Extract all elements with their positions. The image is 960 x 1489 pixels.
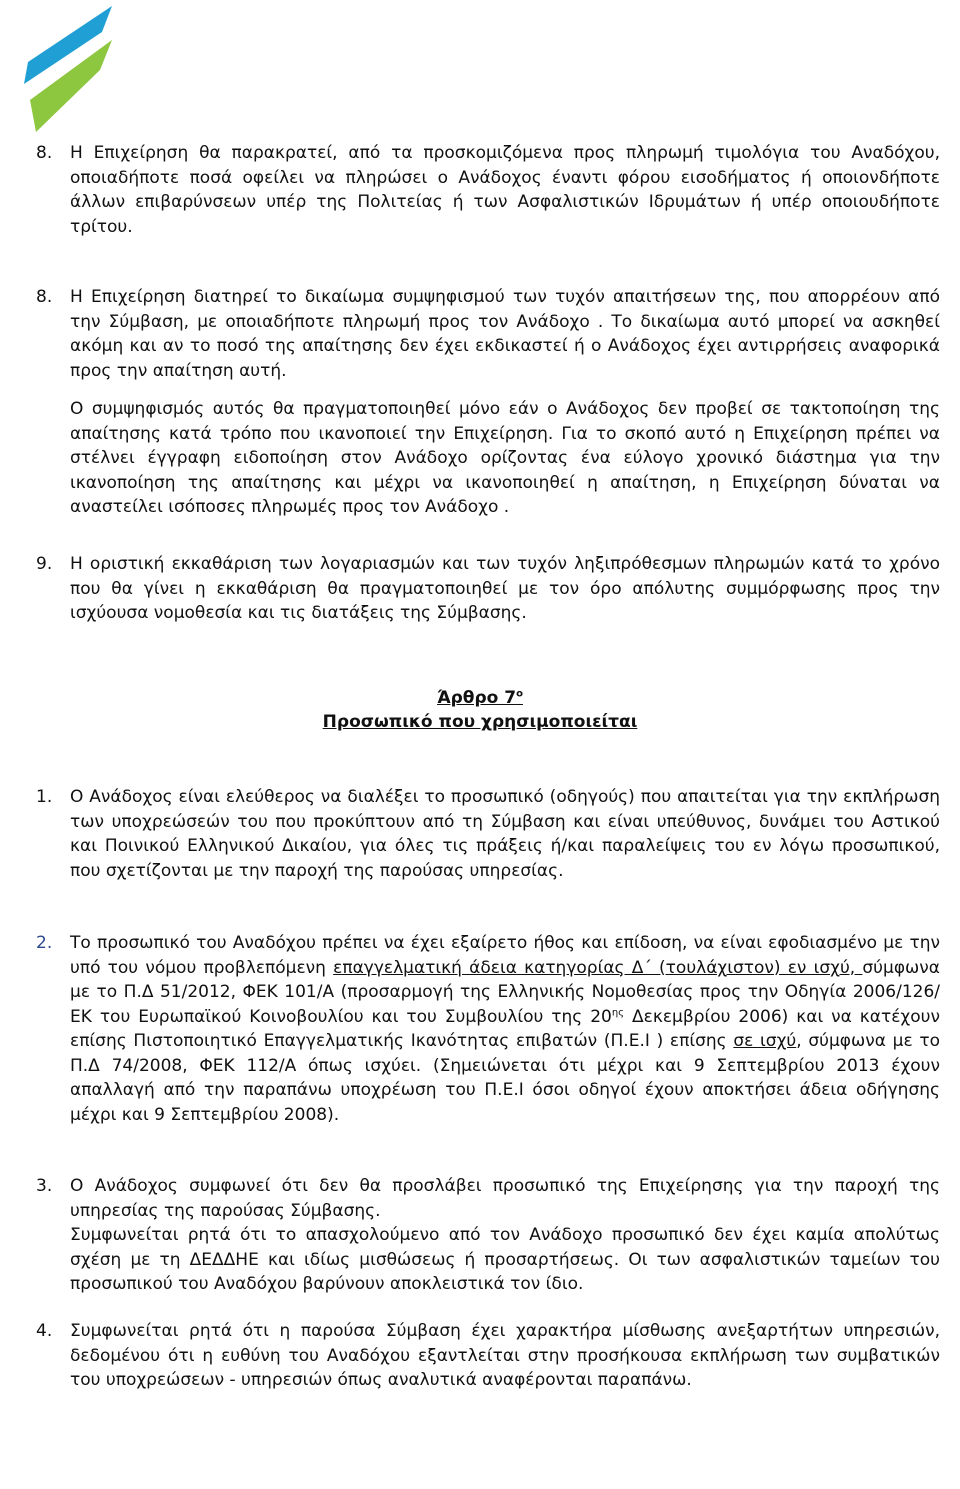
item-text: Ο Ανάδοχος είναι ελεύθερος να διαλέξει το προσωπικό (οδηγούς) που απαιτείται για την εκπλήρωση των υποχρεώσεών του που προκύπτουν από τη Σύμβαση και είναι υπεύθυνος, δυνάμει του Αστικού και Ποινικού Ελληνικού Δικαίου, για όλες τις πράξεις ή/και παραλείψεις του εν λόγω προσωπικού, που σχετίζονται με την παροχή της παρούσας υπηρεσίας. [70, 787, 940, 881]
clause-number: 9. [36, 554, 53, 574]
article-item-1 [36, 785, 940, 883]
item-text-part: Το προσωπικό του Αναδόχου πρέπει να έχει εξαίρετο ήθος και επίδοση, να είναι εφοδιασμένο με την υπό του νόμου προβλεπόμενη [70, 933, 940, 978]
clause-9-settlement [36, 552, 940, 626]
item-text-part: , σύμφωνα με το Π.Δ 74/2008, ΦΕΚ 112/Α όπως ισχύει. (Σημειώνεται ότι μέχρι και 9 Σεπτεμβρίου 2013 έχουν απαλλαγή από την παραπάνω υποχρέωση του Π.Ε.Ι όσοι οδηγοί έχουν αποκτήσει άδεια οδήγησης μέχρι και 9 Σεπτεμβρίου 2008). [70, 1031, 941, 1125]
company-logo [20, 4, 120, 134]
article-title [0, 686, 960, 711]
ordinal-superscript: ης [611, 1006, 625, 1018]
item-text [70, 931, 940, 1127]
clause-8-offset [36, 285, 940, 383]
clause-text: Η Επιχείρηση διατηρεί το δικαίωμα συμψηφισμού των τυχόν απαιτήσεων της, που απορρέουν από την Σύμβαση, με οποιαδήποτε πληρωμή προς τον Ανάδοχο . Το δικαίωμα αυτό μπορεί να ασκηθεί ακόμη και αν το ποσό της απαίτησης δεν έχει εκδικαστεί ή ο Ανάδοχος έχει αντιρρήσεις αναφορικά προς την απαίτηση αυτή. [70, 287, 940, 381]
article-item-2 [36, 931, 940, 1127]
offset-paragraph: Ο συμψηφισμός αυτός θα πραγματοποιηθεί μόνο εάν ο Ανάδοχος δεν προβεί σε τακτοποίηση της απαίτησης κατά τρόπο που ικανοποιεί την Επιχείρηση. Για το σκοπό αυτό η Επιχείρηση πρέπει να στέλνει έγγραφη ειδοποίηση στον Ανάδοχο ορίζοντας ένα εύλογο χρονικό διάστημα για την ικανοποίηση της απαίτησης και μέχρι να ικανοποιηθεί η απαίτηση, η Επιχείρηση δύναται να αναστείλει ισόποσες πληρωμές προς τον Ανάδοχο . [70, 399, 940, 517]
item-number: 2. [36, 933, 53, 953]
item-text-part: σύμφωνα με το Π.Δ 51/2012, ΦΕΚ 101/Α (προσαρμογή της Ελληνικής Νομοθεσίας προς την Οδηγία 2006/126/ΕΚ του Ευρωπαϊκού Κοινοβουλίου και του Συμβουλίου της 20 [70, 957, 940, 1027]
item-text-continued: Συμφωνείται ρητά ότι το απασχολούμενο από τον Ανάδοχο προσωπικό δεν έχει καμία απολύτως σχέση με τη ΔΕΔΔΗΕ και ιδίως μισθώσεως ή προσαρτήσεως. Οι των ασφαλιστικών ταμείων του προσωπικού του Αναδόχου βαρύνουν αποκλειστικά τον ίδιο. [70, 1225, 940, 1294]
item-number: 4. [36, 1321, 53, 1341]
article-title-text: Άρθρο 7 [437, 688, 517, 708]
clause-number: 8. [36, 143, 53, 163]
article-title-sup: ο [516, 688, 523, 700]
item-text-part: Δεκεμβρίου 2006) και να κατέχουν επίσης Πιστοποιητικό Επαγγελματικής Ικανότητας επιβατών (Π.Ε.Ι ) επίσης [70, 1006, 940, 1051]
item-text: Συμφωνείται ρητά ότι η παρούσα Σύμβαση έχει χαρακτήρα μίσθωσης ανεξαρτήτων υπηρεσιών, δεδομένου ότι η ευθύνη του Αναδόχου εξαντλείται στην προσήκουσα εκπλήρωση των συμβατικών του υποχρεώσεων - υπηρεσιών όπως αναλυτικά αναφέρονται παραπάνω. [70, 1321, 940, 1390]
clause-text: Η Επιχείρηση θα παρακρατεί, από τα προσκομιζόμενα προς πληρωμή τιμολόγια του Αναδόχου, οποιαδήποτε ποσά οφείλει να πληρώσει ο Ανάδοχος έναντι φόρου εισοδήματος ή οποιονδήποτε άλλων επιβαρύνσεων υπέρ της Πολιτείας ή των Ασφαλιστικών Ιδρυμάτων ή υπέρ οποιουδήποτε τρίτου. [70, 143, 940, 237]
clause-number: 8. [36, 287, 53, 307]
article-item-3 [36, 1174, 940, 1297]
item-number: 1. [36, 787, 53, 807]
license-category-underlined: επαγγελματική άδεια κατηγορίας Δ΄ (τουλάχιστον) εν ισχύ, [333, 957, 863, 978]
item-text: Ο Ανάδοχος συμφωνεί ότι δεν θα προσλάβει προσωπικό της Επιχείρησης για την παροχή της υπηρεσίας της παρούσας Σύμβασης. [70, 1176, 940, 1221]
article-item-4 [36, 1319, 940, 1393]
item-number: 3. [36, 1176, 53, 1196]
article-subtitle: Προσωπικό που χρησιμοποιείται [322, 712, 638, 732]
clause-8-withholding [36, 141, 940, 239]
clause-text: Η οριστική εκκαθάριση των λογαριασμών και των τυχόν ληξιπρόθεσμων πληρωμών κατά το χρόνο που θα γίνει η εκκαθάριση θα πραγματοποιηθεί με τον όρο απόλυτης συμμόρφωσης προς την ισχύουσα νομοθεσία και τις διατάξεις της Σύμβασης. [70, 554, 940, 623]
in-force-underlined: σε ισχύ [733, 1031, 797, 1051]
